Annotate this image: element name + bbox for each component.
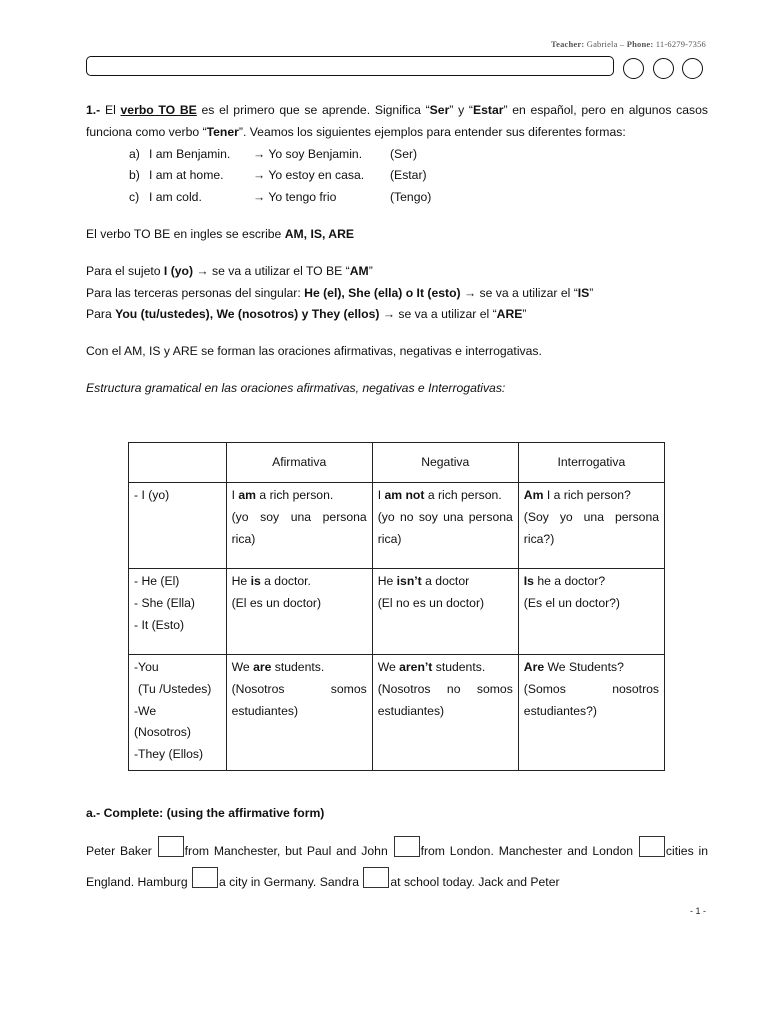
grade-circle[interactable]	[623, 58, 644, 79]
forms-list: AM, IS, ARE	[284, 226, 355, 241]
rule-text: → se va a utilizar el “	[379, 307, 497, 322]
subject-cell	[129, 569, 227, 655]
structure-title: Estructura gramatical en las oraciones afirmativas, negativas e Interrogativas:	[86, 380, 506, 395]
ser-term: Ser	[429, 103, 450, 117]
intro-text: El	[100, 103, 121, 117]
verb-form: are	[253, 660, 272, 674]
rule-verb: ARE	[496, 307, 523, 322]
verb-form: aren’t	[399, 660, 433, 674]
subject-text: -We	[134, 703, 157, 718]
answer-blank[interactable]	[394, 836, 420, 857]
table-header-cell: Afirmativa	[226, 443, 372, 483]
grade-circle[interactable]	[682, 58, 703, 79]
example-label: c)	[129, 190, 140, 205]
cell-text: We	[231, 660, 254, 674]
subject-text: -You	[134, 660, 159, 674]
example-english: I am cold.	[149, 190, 202, 205]
rule-subject: He (el), She (ella) o It (esto)	[304, 285, 461, 300]
translation-text: (Somos nosotros estudiantes?)	[523, 681, 659, 718]
arrow-icon: →	[253, 146, 266, 161]
example-meaning: (Ser)	[390, 146, 418, 161]
section-number: 1.-	[86, 103, 101, 117]
verb-form: am	[238, 488, 257, 502]
example-item	[129, 144, 708, 166]
exercise-title: a.- Complete: (using the affirmative form)	[86, 806, 325, 820]
example-meaning: (Estar)	[390, 168, 427, 183]
example-spanish	[253, 187, 390, 209]
affirmative-cell	[226, 483, 372, 569]
forms-line	[86, 224, 708, 246]
cell-text: I	[377, 488, 385, 502]
cell-text: students.	[271, 660, 325, 674]
cell-text: students.	[432, 660, 486, 674]
intro-text: es el primero que se aprende. Significa “	[196, 103, 430, 117]
example-english: I am Benjamin.	[149, 146, 231, 161]
rule-text: ”	[589, 285, 594, 300]
cell-text: a rich person.	[256, 488, 334, 502]
example-meaning: (Tengo)	[390, 190, 432, 205]
rule-text: → se va a utilizar el “	[460, 285, 578, 300]
cell-text: He	[377, 574, 397, 588]
intro-text: ” en español, pero en algunos casos funciona como verbo “	[86, 103, 708, 139]
cell-text: He	[231, 574, 251, 588]
intro-text: ”. Veamos los siguientes ejemplos para entender sus diferentes formas:	[238, 124, 626, 139]
table-row	[129, 483, 665, 569]
subject-text: (Nosotros)	[134, 725, 191, 740]
example-spanish-text: Yo tengo frio	[268, 190, 337, 205]
estar-term: Estar	[472, 103, 504, 117]
translation-text: (Soy yo una persona rica?)	[523, 509, 659, 546]
answer-blank[interactable]	[192, 867, 218, 888]
translation-text: (Es el un doctor?)	[523, 595, 620, 610]
subject-cell	[129, 655, 227, 771]
verb-to-be-term: verbo TO BE	[120, 103, 197, 117]
example-spanish-text: Yo soy Benjamin.	[268, 146, 363, 161]
arrow-icon: →	[253, 168, 266, 183]
example-item	[129, 165, 708, 187]
subject-rule-is	[86, 283, 708, 305]
example-english: I am at home.	[149, 168, 224, 183]
exercise-fragment: Peter Baker	[86, 844, 157, 858]
rule-text: Para	[86, 307, 116, 322]
rule-text: → se va a utilizar el TO BE “	[193, 263, 350, 278]
intro-text: ” y “	[449, 103, 473, 117]
example-item	[129, 187, 708, 209]
page-number: - 1 -	[689, 906, 706, 916]
verb-form: am not	[384, 488, 425, 502]
intro-paragraph	[86, 100, 708, 144]
example-list	[129, 144, 708, 209]
negative-cell	[372, 483, 518, 569]
lesson-content	[86, 100, 708, 400]
rule-text: Para las terceras personas del singular:	[86, 285, 305, 300]
tener-term: Tener	[206, 124, 239, 139]
rule-text: ”	[522, 307, 527, 322]
table-row	[129, 655, 665, 771]
translation-text: (yo no soy una persona rica)	[377, 509, 513, 546]
cell-text: We	[377, 660, 400, 674]
teacher-contact: Teacher: Gabriela – Phone: 11-6279-7356	[551, 39, 706, 49]
table-row	[129, 569, 665, 655]
verb-form: Is	[523, 574, 534, 588]
table-header-cell: Interrogativa	[518, 443, 664, 483]
subject-rule-are	[86, 304, 708, 326]
translation-text: (El no es un doctor)	[377, 595, 485, 610]
translation-text: (yo soy una persona rica)	[231, 509, 367, 546]
example-spanish	[253, 165, 390, 187]
verb-form: Am	[523, 488, 544, 502]
subject-cell	[129, 483, 227, 569]
rule-verb: IS	[577, 285, 590, 300]
rule-text: Para el sujeto	[86, 263, 164, 278]
cell-text: he a doctor?	[533, 574, 606, 588]
rule-text: ”	[368, 263, 373, 278]
exercise-fragment: from London. Manchester and London	[420, 844, 638, 858]
interrogative-cell	[518, 569, 664, 655]
subject-text: -They (Ellos)	[134, 747, 204, 762]
verb-form: isn’t	[396, 574, 422, 588]
verb-form: is	[250, 574, 261, 588]
cell-text: I a rich person?	[543, 488, 631, 502]
cell-text: a doctor	[421, 574, 470, 588]
example-spanish-text: Yo estoy en casa.	[268, 168, 365, 183]
arrow-icon: →	[253, 190, 266, 205]
exercise-fragment: cities in England. Hamburg	[86, 844, 709, 889]
rule-verb: AM	[349, 263, 369, 278]
affirmative-cell	[226, 569, 372, 655]
forms-text: El verbo TO BE en ingles se escribe	[86, 226, 285, 241]
answer-blank[interactable]	[363, 867, 389, 888]
interrogative-cell	[518, 483, 664, 569]
sentence-types-line: Con el AM, IS y ARE se forman las oraciones afirmativas, negativas e interrogativas.	[86, 344, 542, 359]
subject-text: - I (yo)	[134, 488, 170, 502]
subject-text: - He (El)	[134, 574, 180, 588]
affirmative-cell	[226, 655, 372, 771]
subject-text: - It (Esto)	[134, 617, 185, 632]
example-label: b)	[129, 168, 140, 183]
translation-text: (Nosotros no somos estudiantes)	[377, 681, 513, 718]
translation-text: (Nosotros somos estudiantes)	[231, 681, 367, 718]
cell-text: We Students?	[544, 660, 624, 674]
cell-text: a rich person.	[424, 488, 502, 502]
grade-circle[interactable]	[653, 58, 674, 79]
teacher-name: Gabriela	[586, 39, 618, 49]
verb-form: Are	[523, 660, 545, 674]
phone-label: Phone:	[626, 39, 654, 49]
example-spanish	[253, 144, 390, 166]
cell-text: I	[231, 488, 239, 502]
table-header-row	[129, 443, 665, 483]
subject-text: - She (Ella)	[134, 595, 195, 610]
subject-text: (Tu /Ustedes)	[138, 681, 212, 696]
table-header-cell: Negativa	[372, 443, 518, 483]
interrogative-cell	[518, 655, 664, 771]
student-name-box[interactable]	[86, 56, 614, 76]
exercise-fragment: at school today. Jack and Peter	[390, 875, 560, 889]
rule-subject: I (yo)	[163, 263, 194, 278]
exercise-fragment: from Manchester, but Paul and John	[184, 844, 393, 858]
teacher-label: Teacher:	[551, 39, 585, 49]
exercise-fragment: a city in Germany. Sandra	[219, 875, 363, 889]
phone-number: 11-6279-7356	[655, 39, 706, 49]
answer-blank[interactable]	[639, 836, 665, 857]
exercise-text	[86, 836, 708, 898]
rule-subject: You (tu/ustedes), We (nosotros) y They (ellos)	[115, 307, 380, 322]
answer-blank[interactable]	[158, 836, 184, 857]
negative-cell	[372, 655, 518, 771]
subject-rule-am	[86, 261, 708, 283]
negative-cell	[372, 569, 518, 655]
table-header-cell	[129, 443, 227, 483]
grammar-table	[128, 442, 665, 771]
example-label: a)	[129, 146, 140, 161]
translation-text: (El es un doctor)	[231, 595, 322, 610]
cell-text: a doctor.	[260, 574, 311, 588]
